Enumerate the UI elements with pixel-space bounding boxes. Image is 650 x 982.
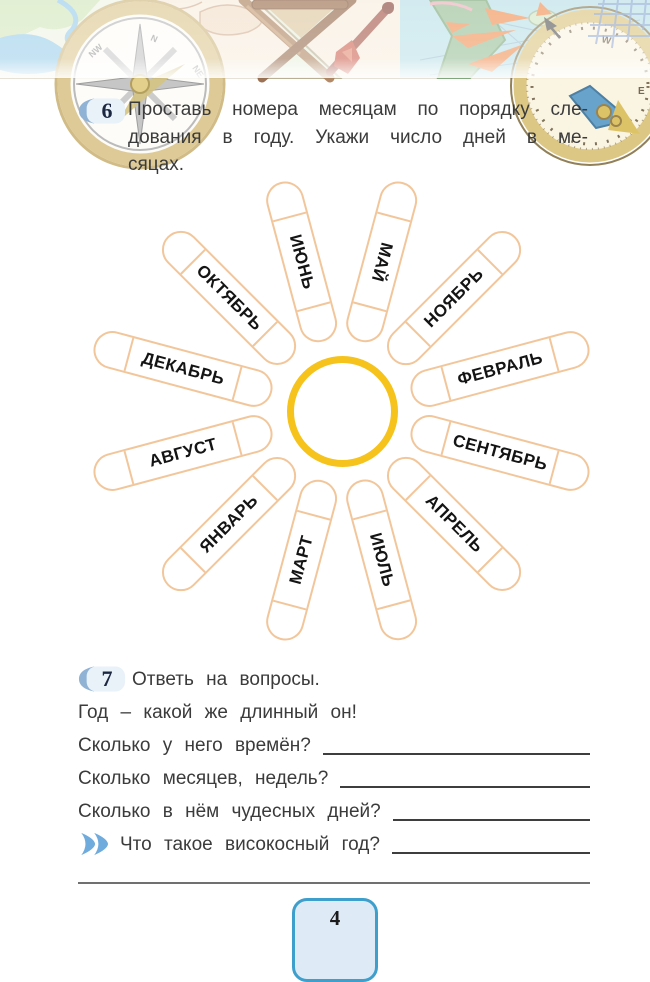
question-text: Сколько в нём чудесных дней? bbox=[78, 801, 381, 822]
question-text: Год – какой же длинный он! bbox=[78, 702, 357, 723]
days-cell-inner[interactable] bbox=[232, 414, 275, 456]
svg-text:E: E bbox=[638, 86, 645, 97]
month-label: НОЯБРЬ bbox=[420, 264, 488, 332]
question-row bbox=[78, 696, 590, 726]
month-label: ФЕВРАЛЬ bbox=[455, 347, 546, 389]
answer-line[interactable] bbox=[323, 753, 590, 755]
instruction-line: сяцах. bbox=[128, 154, 185, 175]
question-text: Что такое високосный год? bbox=[120, 834, 380, 855]
answer-line[interactable] bbox=[393, 819, 590, 821]
double-chevron-icon bbox=[78, 832, 116, 856]
days-cell-inner[interactable] bbox=[232, 366, 275, 408]
page-number: 4 bbox=[329, 906, 341, 930]
question-text: Сколько у него времён? bbox=[78, 735, 311, 756]
instruction-line: дования в году. Укажи число дней в ме- bbox=[128, 126, 588, 148]
days-cell-outer[interactable] bbox=[377, 600, 419, 643]
question-row bbox=[78, 828, 590, 858]
month-label: АПРЕЛЬ bbox=[422, 490, 488, 556]
question-row bbox=[78, 795, 590, 825]
month-label: МАРТ bbox=[285, 533, 318, 587]
instruction-line: Проставь номера месяцам по порядку сле- bbox=[128, 99, 588, 120]
task-7-badge bbox=[78, 665, 126, 693]
question-row bbox=[78, 729, 590, 759]
task-number: 6 bbox=[101, 98, 113, 123]
month-label: ЯНВАРЬ bbox=[196, 490, 263, 557]
task-7-title-row bbox=[78, 663, 590, 693]
days-cell-outer[interactable] bbox=[549, 329, 592, 371]
question-row bbox=[78, 762, 590, 792]
days-cell-inner[interactable] bbox=[297, 301, 339, 344]
question-text: Сколько месяцев, недель? bbox=[78, 768, 329, 789]
month-label: МАЙ bbox=[368, 240, 397, 284]
days-cell-outer[interactable] bbox=[549, 451, 592, 493]
task-7-instruction: Ответь на вопросы. bbox=[132, 669, 320, 690]
answer-line[interactable] bbox=[340, 786, 590, 788]
answer-line[interactable] bbox=[392, 852, 590, 854]
month-label: ДЕКАБРЬ bbox=[140, 347, 227, 389]
month-label: СЕНТЯБРЬ bbox=[451, 431, 551, 475]
page-number-box bbox=[292, 898, 378, 982]
month-label: ОКТЯБРЬ bbox=[193, 261, 267, 335]
month-label: ИЮНЬ bbox=[286, 232, 319, 291]
answer-line-full[interactable] bbox=[78, 882, 590, 884]
month-label: АВГУСТ bbox=[147, 434, 220, 472]
sun-circle bbox=[287, 356, 398, 467]
task-7-section bbox=[78, 660, 590, 884]
task-number: 7 bbox=[101, 666, 113, 691]
month-label: ИЮЛЬ bbox=[366, 531, 399, 590]
